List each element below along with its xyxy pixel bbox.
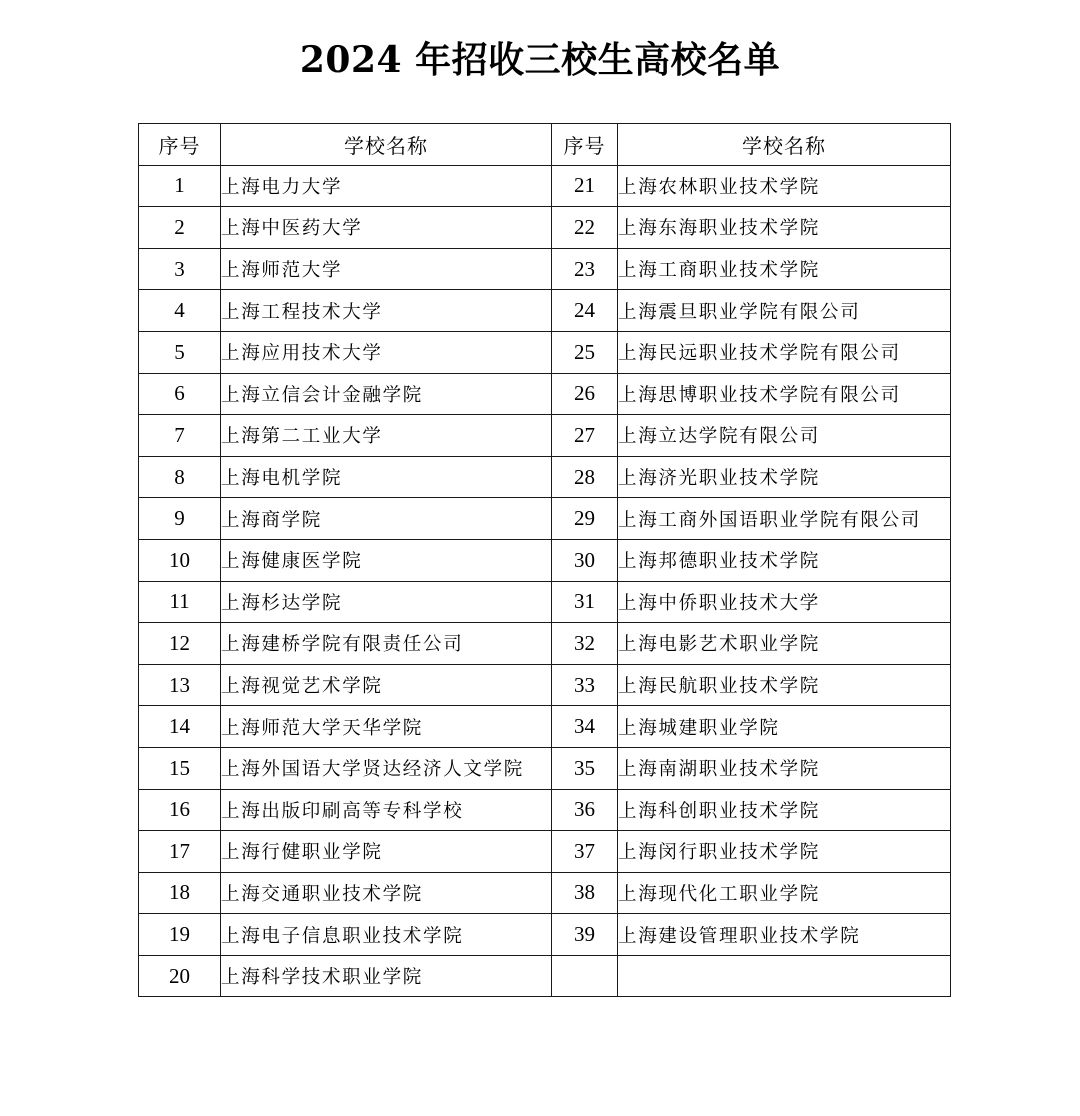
- table-row: [139, 747, 951, 789]
- table-row: [139, 415, 951, 457]
- right-school-name-cell: 上海东海职业技术学院: [618, 207, 951, 249]
- right-number-cell: 24: [552, 290, 618, 332]
- page-title: 2024 年招收三校生高校名单: [299, 39, 781, 81]
- left-number-cell: 8: [139, 456, 221, 498]
- header-right-school-name: 学校名称: [618, 124, 951, 166]
- left-school-name-cell: 上海交通职业技术学院: [221, 872, 552, 914]
- right-school-name-cell: 上海邦德职业技术学院: [618, 539, 951, 581]
- right-school-name-cell: 上海建设管理职业技术学院: [618, 914, 951, 956]
- right-school-name-cell: [618, 955, 951, 997]
- table-row: [139, 207, 951, 249]
- left-school-name-cell: 上海健康医学院: [221, 539, 552, 581]
- left-school-name-cell: 上海师范大学天华学院: [221, 706, 552, 748]
- table-row: [139, 623, 951, 665]
- right-school-name-cell: 上海民远职业技术学院有限公司: [618, 331, 951, 373]
- left-school-name-cell: 上海第二工业大学: [221, 415, 552, 457]
- left-school-name-cell: 上海商学院: [221, 498, 552, 540]
- left-number-cell: 2: [139, 207, 221, 249]
- table-row: [139, 498, 951, 540]
- table-header-row: [139, 124, 951, 166]
- right-number-cell: 37: [552, 831, 618, 873]
- right-school-name-cell: 上海现代化工职业学院: [618, 872, 951, 914]
- left-number-cell: 15: [139, 747, 221, 789]
- right-number-cell: 34: [552, 706, 618, 748]
- left-school-name-cell: 上海应用技术大学: [221, 331, 552, 373]
- table-row: [139, 539, 951, 581]
- left-school-name-cell: 上海科学技术职业学院: [221, 955, 552, 997]
- left-number-cell: 20: [139, 955, 221, 997]
- left-number-cell: 9: [139, 498, 221, 540]
- right-number-cell: 32: [552, 623, 618, 665]
- left-school-name-cell: 上海电子信息职业技术学院: [221, 914, 552, 956]
- right-school-name-cell: 上海城建职业学院: [618, 706, 951, 748]
- right-number-cell: 25: [552, 331, 618, 373]
- left-number-cell: 6: [139, 373, 221, 415]
- table-row: [139, 331, 951, 373]
- header-right-number: 序号: [552, 124, 618, 166]
- right-number-cell: [552, 955, 618, 997]
- left-school-name-cell: 上海外国语大学贤达经济人文学院: [221, 747, 552, 789]
- right-school-name-cell: 上海思博职业技术学院有限公司: [618, 373, 951, 415]
- table-row: [139, 165, 951, 207]
- header-left-number: 序号: [139, 124, 221, 166]
- left-school-name-cell: 上海行健职业学院: [221, 831, 552, 873]
- left-number-cell: 13: [139, 664, 221, 706]
- left-number-cell: 11: [139, 581, 221, 623]
- left-number-cell: 5: [139, 331, 221, 373]
- table-row: [139, 664, 951, 706]
- right-number-cell: 27: [552, 415, 618, 457]
- left-number-cell: 18: [139, 872, 221, 914]
- left-number-cell: 17: [139, 831, 221, 873]
- left-school-name-cell: 上海中医药大学: [221, 207, 552, 249]
- left-number-cell: 19: [139, 914, 221, 956]
- table-row: [139, 248, 951, 290]
- right-number-cell: 28: [552, 456, 618, 498]
- table-row: [139, 581, 951, 623]
- left-school-name-cell: 上海电机学院: [221, 456, 552, 498]
- right-number-cell: 26: [552, 373, 618, 415]
- header-left-school-name: 学校名称: [221, 124, 552, 166]
- left-number-cell: 16: [139, 789, 221, 831]
- right-number-cell: 23: [552, 248, 618, 290]
- left-school-name-cell: 上海视觉艺术学院: [221, 664, 552, 706]
- right-school-name-cell: 上海南湖职业技术学院: [618, 747, 951, 789]
- left-number-cell: 14: [139, 706, 221, 748]
- left-number-cell: 12: [139, 623, 221, 665]
- left-school-name-cell: 上海工程技术大学: [221, 290, 552, 332]
- left-school-name-cell: 上海杉达学院: [221, 581, 552, 623]
- right-number-cell: 39: [552, 914, 618, 956]
- right-school-name-cell: 上海济光职业技术学院: [618, 456, 951, 498]
- table-row: [139, 955, 951, 997]
- right-school-name-cell: 上海闵行职业技术学院: [618, 831, 951, 873]
- left-school-name-cell: 上海出版印刷高等专科学校: [221, 789, 552, 831]
- left-number-cell: 1: [139, 165, 221, 207]
- right-number-cell: 29: [552, 498, 618, 540]
- right-number-cell: 33: [552, 664, 618, 706]
- right-number-cell: 38: [552, 872, 618, 914]
- right-school-name-cell: 上海立达学院有限公司: [618, 415, 951, 457]
- right-school-name-cell: 上海震旦职业学院有限公司: [618, 290, 951, 332]
- right-number-cell: 35: [552, 747, 618, 789]
- left-number-cell: 10: [139, 539, 221, 581]
- right-school-name-cell: 上海电影艺术职业学院: [618, 623, 951, 665]
- left-school-name-cell: 上海立信会计金融学院: [221, 373, 552, 415]
- table-row: [139, 456, 951, 498]
- right-school-name-cell: 上海农林职业技术学院: [618, 165, 951, 207]
- right-number-cell: 22: [552, 207, 618, 249]
- right-school-name-cell: 上海民航职业技术学院: [618, 664, 951, 706]
- table-row: [139, 290, 951, 332]
- table-row: [139, 373, 951, 415]
- left-school-name-cell: 上海电力大学: [221, 165, 552, 207]
- right-number-cell: 30: [552, 539, 618, 581]
- right-school-name-cell: 上海中侨职业技术大学: [618, 581, 951, 623]
- table-row: [139, 872, 951, 914]
- right-number-cell: 21: [552, 165, 618, 207]
- table-row: [139, 706, 951, 748]
- left-school-name-cell: 上海师范大学: [221, 248, 552, 290]
- table-row: [139, 831, 951, 873]
- left-number-cell: 4: [139, 290, 221, 332]
- school-list-table: [138, 123, 951, 997]
- table-row: [139, 914, 951, 956]
- left-number-cell: 3: [139, 248, 221, 290]
- right-number-cell: 36: [552, 789, 618, 831]
- left-number-cell: 7: [139, 415, 221, 457]
- right-school-name-cell: 上海工商外国语职业学院有限公司: [618, 498, 951, 540]
- right-school-name-cell: 上海工商职业技术学院: [618, 248, 951, 290]
- table-row: [139, 789, 951, 831]
- right-school-name-cell: 上海科创职业技术学院: [618, 789, 951, 831]
- right-number-cell: 31: [552, 581, 618, 623]
- left-school-name-cell: 上海建桥学院有限责任公司: [221, 623, 552, 665]
